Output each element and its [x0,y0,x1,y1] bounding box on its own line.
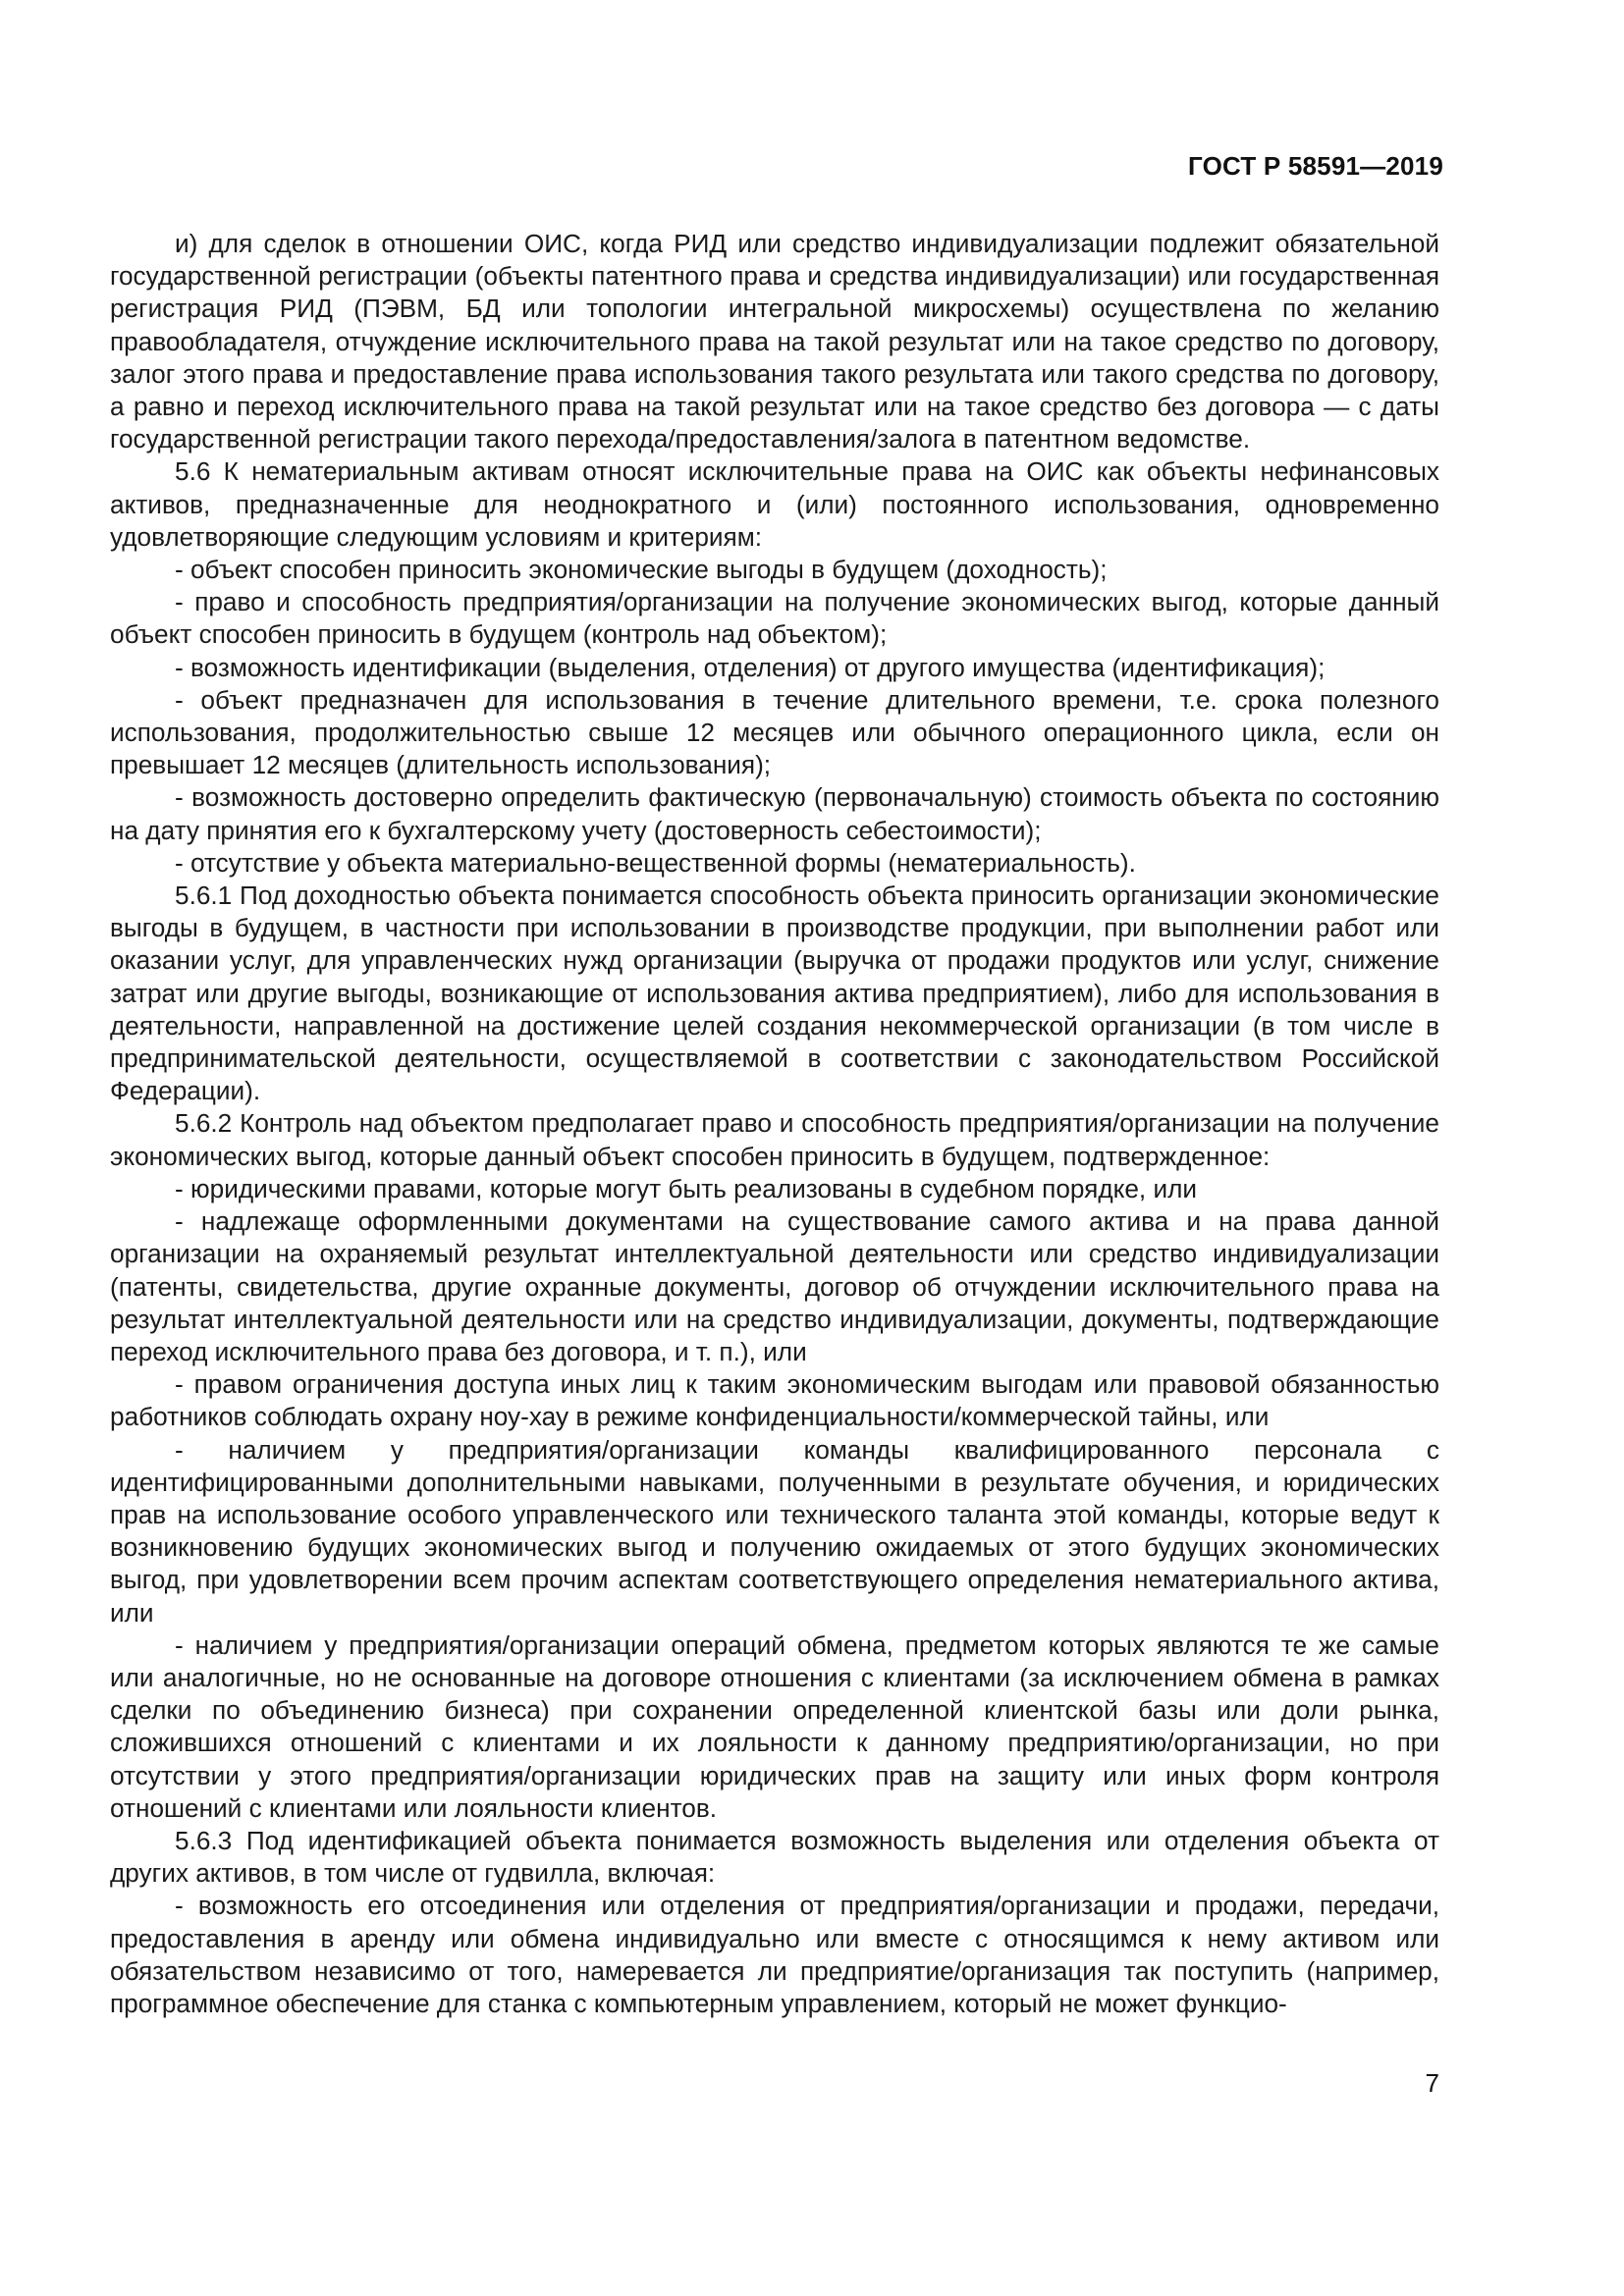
criterion-cost-reliability: - возможность достоверно определить фактическую (первоначальную) стоимость объекта по состоянию на дату принятия его к бухгалтерскому учету (достоверность себестоимости); [110,782,1439,845]
page-number: 7 [1425,2068,1439,2098]
paragraph-section-5-6-2: 5.6.2 Контроль над объектом предполагает право и способность предприятия/организации на получение экономических выгод, которые данный объект способен приносить в будущем, подтвержденное: [110,1108,1439,1171]
criterion-profitability: - объект способен приносить экономические выгоды в будущем (доходность); [175,555,1108,585]
control-item-legal-rights: - юридическими правами, которые могут быть реализованы в судебном порядке, или [175,1173,1198,1203]
criterion-control: - право и способность предприятия/организации на получение экономических выгод, которые данный объект способен приносить в будущем (контроль над объектом); [110,587,1439,650]
document-body [110,228,1439,2020]
paragraph-section-5-6-1: 5.6.1 Под доходностью объекта понимается способность объекта приносить организации экономические выгоды в будущем, в частности при использовании в производстве продукции, при выполнении работ или оказании услуг, для управленческих нужд организации (выручка от продажи продуктов или услуг, снижение затрат или другие выгоды, возникающие от использования актива предприятием), либо для использования в деятельности, направленной на достижение целей создания некоммерческой организации (в том числе в предпринимательской деятельности, осуществляемой в соответствии с законодательством Российской Федерации). [110,881,1439,1106]
criterion-identification: - возможность идентификации (выделения, отделения) от другого имущества (идентификация); [175,652,1326,682]
criterion-duration: - объект предназначен для использования в течение длительного времени, т.е. срока полезного использования, продолжительностью свыше 12 месяцев или обычного операционного цикла, если он превышает 12 месяцев (длительность использования); [110,684,1439,780]
identification-item-separability: - возможность его отсоединения или отделения от предприятия/организации и продажи, передачи, предоставления в аренду или обмена индивидуально или вместе с относящимся к нему активом или обязательством независимо от того, намеревается ли предприятие/организация так поступить (например, программное обеспечение для станка с компьютерным управлением, который не может функцио- [110,1891,1439,2018]
control-item-access-restriction: - правом ограничения доступа иных лиц к таким экономическим выгодам или правовой обязанностью работников соблюдать охрану ноу-хау в режиме конфиденциальности/коммерческой тайны, или [110,1369,1439,1432]
criterion-intangibility: - отсутствие у объекта материально-вещественной формы (нематериальность). [175,847,1136,878]
paragraph-section-5-6-3: 5.6.3 Под идентификацией объекта понимается возможность выделения или отделения объекта от других активов, в том числе от гудвилла, включая: [110,1825,1439,1889]
control-item-client-relations: - наличием у предприятия/организации операций обмена, предметом которых являются те же самые или аналогичные, но не основанные на договоре отношения с клиентами (за исключением обмена в рамках сделки по объединению бизнеса) при сохранении определенной клиентской базы или доли рынка, сложившихся отношений с клиентами и их лояльности к данному предприятию/организации, но при отсутствии у этого предприятия/организации юридических прав на защиту или иных форм контроля отношений с клиентами или лояльности клиентов. [110,1629,1439,1823]
standard-designation: ГОСТ Р 58591—2019 [1188,151,1443,181]
paragraph-section-5-6: 5.6 К нематериальным активам относят исключительные права на ОИС как объекты нефинансовых активов, предназначенные для неоднократного и (или) постоянного использования, одновременно удовлетворяющие следующим условиям и критериям: [110,456,1439,552]
paragraph-registration-clause: и) для сделок в отношении ОИС, когда РИД или средство индивидуализации подлежит обязательной государственной регистрации (объекты патентного права и средства индивидуализации) или государственная регистрация РИД (ПЭВМ, БД или топологии интегральной микросхемы) осуществлена по желанию правообладателя, отчуждение исключительного права на такой результат или на такое средство по договору, залог этого права и предоставление права использования такого результата или такого средства по договору, а равно и переход исключительного права на такой результат или на такое средство без договора — с даты государственной регистрации такого перехода/предоставления/залога в патентном ведомстве. [110,229,1439,454]
control-item-qualified-team: - наличием у предприятия/организации команды квалифицированного персонала с идентифицированными дополнительными навыками, полученными в результате обучения, и юридических прав на использование особого управленческого или технического таланта этой команды, которые ведут к возникновению будущих экономических выгод и получению ожидаемых от этого будущих экономических выгод, при удовлетворении всем прочим аспектам соответствующего определения нематериального актива, или [110,1434,1439,1628]
control-item-documents: - надлежаще оформленными документами на существование самого актива и на права данной организации на охраняемый результат интеллектуальной деятельности или средство индивидуализации (патенты, свидетельства, другие охранные документы, договор об отчуждении исключительного права на результат интеллектуальной деятельности или на средство индивидуализации, документы, подтверждающие переход исключительного права без договора, и т. п.), или [110,1206,1439,1366]
